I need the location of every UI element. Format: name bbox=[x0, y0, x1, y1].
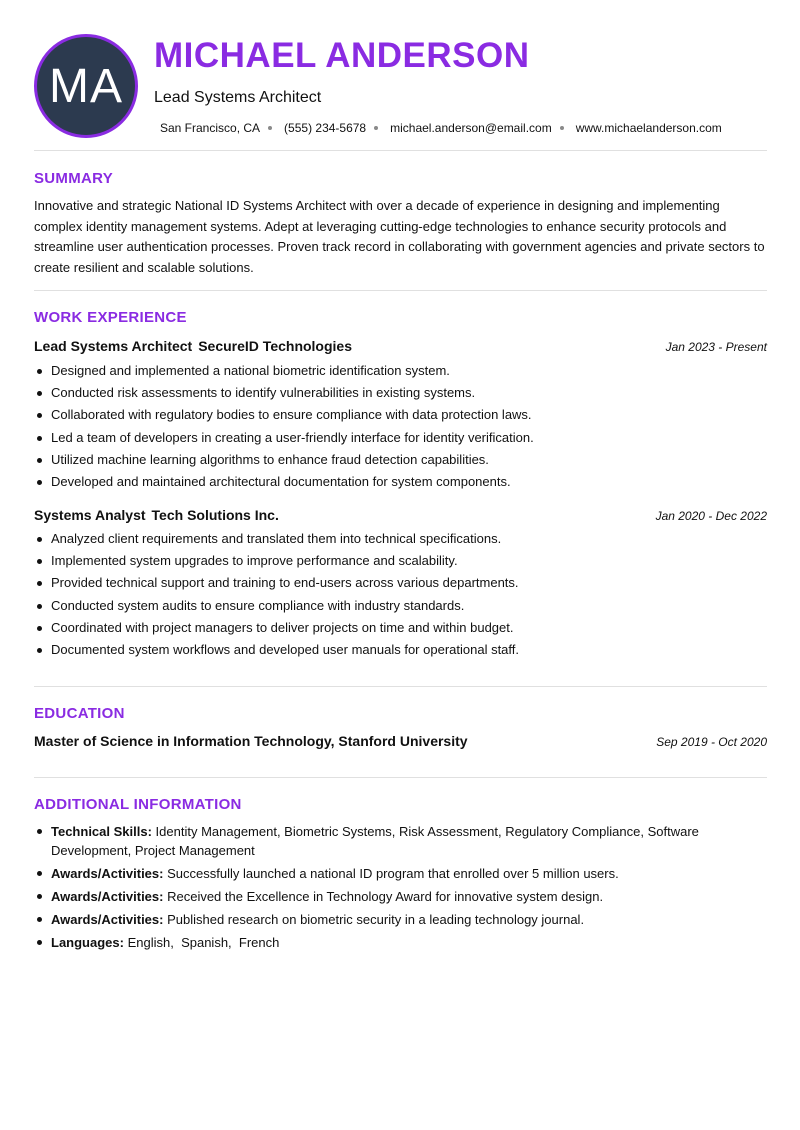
summary-heading: SUMMARY bbox=[34, 170, 114, 187]
separator-dot-icon bbox=[268, 126, 272, 130]
job-role: Systems Analyst bbox=[34, 507, 146, 523]
item-label: Languages: bbox=[51, 935, 124, 950]
job-company: SecureID Technologies bbox=[198, 338, 352, 354]
job-header bbox=[34, 338, 767, 354]
list-item: Developed and maintained architectural documentation for system components. bbox=[34, 471, 767, 493]
divider bbox=[34, 686, 767, 687]
job-bullets bbox=[34, 528, 767, 661]
item-text: Successfully launched a national ID program that enrolled over 5 million users. bbox=[167, 866, 619, 881]
item-label: Awards/Activities: bbox=[51, 912, 164, 927]
job-bullets bbox=[34, 360, 767, 493]
candidate-name: MICHAEL ANDERSON bbox=[154, 36, 530, 75]
item-label: Technical Skills: bbox=[51, 824, 152, 839]
list-item: Designed and implemented a national biometric identification system. bbox=[34, 360, 767, 382]
education-degree: Master of Science in Information Technology, Stanford University bbox=[34, 733, 468, 749]
list-item: Utilized machine learning algorithms to enhance fraud detection capabilities. bbox=[34, 449, 767, 471]
list-item: Conducted risk assessments to identify vulnerabilities in existing systems. bbox=[34, 382, 767, 404]
list-item bbox=[34, 887, 767, 906]
education-heading: EDUCATION bbox=[34, 705, 125, 722]
candidate-role: Lead Systems Architect bbox=[154, 89, 322, 106]
divider bbox=[34, 777, 767, 778]
item-text: Received the Excellence in Technology Award for innovative system design. bbox=[167, 889, 604, 904]
list-item: Led a team of developers in creating a user-friendly interface for identity verification. bbox=[34, 427, 767, 449]
list-item: Documented system workflows and developed user manuals for operational staff. bbox=[34, 639, 767, 661]
contact-website[interactable]: www.michaelanderson.com bbox=[575, 121, 722, 135]
job-company: Tech Solutions Inc. bbox=[151, 507, 279, 523]
list-item bbox=[34, 822, 767, 860]
education-date: Sep 2019 - Oct 2020 bbox=[656, 735, 767, 749]
job-role: Lead Systems Architect bbox=[34, 338, 193, 354]
job-header bbox=[34, 507, 767, 523]
contact-email[interactable]: michael.anderson@email.com bbox=[390, 121, 552, 135]
list-item bbox=[34, 933, 767, 952]
item-text: Identity Management, Biometric Systems, Risk Assessment, Regulatory Compliance, Software Development, Project Management bbox=[51, 824, 699, 858]
contact-phone: (555) 234-5678 bbox=[284, 121, 367, 135]
job-title bbox=[34, 507, 279, 523]
job-date: Jan 2020 - Dec 2022 bbox=[655, 509, 767, 523]
additional-heading: ADDITIONAL INFORMATION bbox=[34, 796, 242, 813]
list-item bbox=[34, 864, 767, 883]
list-item: Analyzed client requirements and translated them into technical specifications. bbox=[34, 528, 767, 550]
item-text: English, Spanish, French bbox=[127, 935, 280, 950]
divider bbox=[34, 150, 767, 151]
list-item: Implemented system upgrades to improve performance and scalability. bbox=[34, 550, 767, 572]
list-item: Provided technical support and training to end-users across various departments. bbox=[34, 572, 767, 594]
list-item: Conducted system audits to ensure compliance with industry standards. bbox=[34, 595, 767, 617]
experience-heading: WORK EXPERIENCE bbox=[34, 309, 187, 326]
item-label: Awards/Activities: bbox=[51, 889, 164, 904]
separator-dot-icon bbox=[560, 126, 564, 130]
avatar-initials: MA bbox=[49, 59, 123, 113]
avatar bbox=[34, 34, 138, 138]
item-label: Awards/Activities: bbox=[51, 866, 164, 881]
list-item: Collaborated with regulatory bodies to ensure compliance with data protection laws. bbox=[34, 404, 767, 426]
divider bbox=[34, 290, 767, 291]
additional-list bbox=[34, 822, 767, 956]
job-title bbox=[34, 338, 352, 354]
job-date: Jan 2023 - Present bbox=[665, 340, 767, 354]
summary-text: Innovative and strategic National ID Systems Architect with over a decade of experience in designing and implementing complex identity management systems. Adept at leveraging cutting-edge technologies to enhance security protocols and streamline user authentication processes. Proven track record in collaborating with government agencies and private sectors to create resilient and scalable solutions. bbox=[34, 198, 765, 275]
education-entry bbox=[34, 733, 767, 749]
contact-line bbox=[160, 121, 722, 135]
list-item: Coordinated with project managers to deliver projects on time and within budget. bbox=[34, 617, 767, 639]
list-item bbox=[34, 910, 767, 929]
separator-dot-icon bbox=[374, 126, 378, 130]
contact-location: San Francisco, CA bbox=[160, 121, 261, 135]
item-text: Published research on biometric security in a leading technology journal. bbox=[167, 912, 585, 927]
